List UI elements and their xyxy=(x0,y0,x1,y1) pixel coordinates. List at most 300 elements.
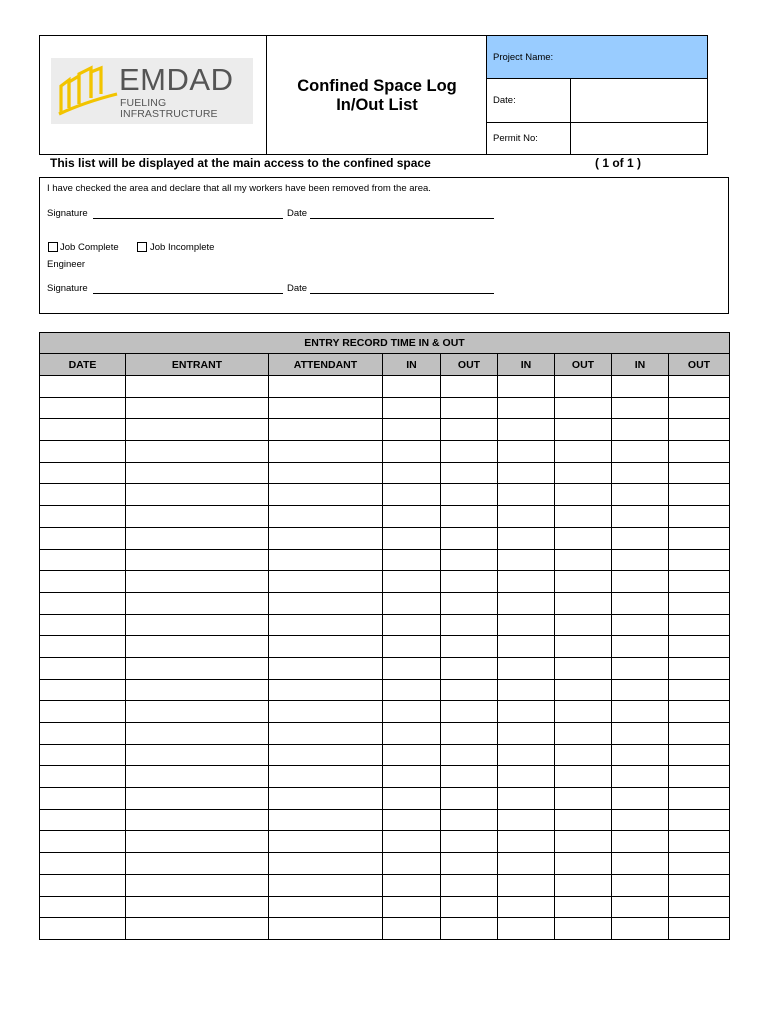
cell-in[interactable] xyxy=(498,896,555,918)
cell-out[interactable] xyxy=(669,788,730,810)
cell-out[interactable] xyxy=(669,397,730,419)
cell-date[interactable] xyxy=(40,788,126,810)
cell-out[interactable] xyxy=(669,506,730,528)
cell-entrant[interactable] xyxy=(126,484,269,506)
cell-date[interactable] xyxy=(40,657,126,679)
cell-in[interactable] xyxy=(612,571,669,593)
cell-in[interactable] xyxy=(498,657,555,679)
table-row xyxy=(40,809,730,831)
column-header-date: DATE xyxy=(40,354,126,376)
cell-out[interactable] xyxy=(441,918,498,940)
cell-out[interactable] xyxy=(555,723,612,745)
cell-out[interactable] xyxy=(555,614,612,636)
cell-out[interactable] xyxy=(441,896,498,918)
cell-date[interactable] xyxy=(40,397,126,419)
cell-out[interactable] xyxy=(441,614,498,636)
cell-in[interactable] xyxy=(498,701,555,723)
cell-out[interactable] xyxy=(441,831,498,853)
cell-in[interactable] xyxy=(612,397,669,419)
date2-label: Date xyxy=(287,283,308,294)
table-row xyxy=(40,918,730,940)
cell-entrant[interactable] xyxy=(126,376,269,398)
table-row xyxy=(40,397,730,419)
table-row xyxy=(40,527,730,549)
cell-out[interactable] xyxy=(669,549,730,571)
cell-entrant[interactable] xyxy=(126,744,269,766)
cell-out[interactable] xyxy=(441,549,498,571)
permit-label: Permit No: xyxy=(493,133,538,144)
cell-entrant[interactable] xyxy=(126,853,269,875)
document-title xyxy=(267,77,487,115)
table-row xyxy=(40,874,730,896)
cell-date[interactable] xyxy=(40,527,126,549)
cell-out[interactable] xyxy=(555,441,612,463)
building-icon xyxy=(57,64,119,116)
cell-attendant[interactable] xyxy=(269,853,383,875)
cell-in[interactable] xyxy=(612,831,669,853)
cell-in[interactable] xyxy=(498,441,555,463)
column-header-entrant: ENTRANT xyxy=(126,354,269,376)
cell-entrant[interactable] xyxy=(126,701,269,723)
cell-in[interactable] xyxy=(383,766,441,788)
table-row xyxy=(40,896,730,918)
table-row xyxy=(40,788,730,810)
cell-in[interactable] xyxy=(383,484,441,506)
cell-in[interactable] xyxy=(612,549,669,571)
cell-in[interactable] xyxy=(498,614,555,636)
cell-out[interactable] xyxy=(669,592,730,614)
table-row xyxy=(40,657,730,679)
cell-out[interactable] xyxy=(441,376,498,398)
cell-entrant[interactable] xyxy=(126,571,269,593)
table-row xyxy=(40,766,730,788)
cell-out[interactable] xyxy=(669,918,730,940)
cell-in[interactable] xyxy=(498,462,555,484)
company-logo xyxy=(51,58,253,124)
cell-in[interactable] xyxy=(498,484,555,506)
cell-in[interactable] xyxy=(498,809,555,831)
cell-in[interactable] xyxy=(383,506,441,528)
cell-date[interactable] xyxy=(40,723,126,745)
cell-entrant[interactable] xyxy=(126,896,269,918)
cell-in[interactable] xyxy=(612,506,669,528)
cell-in[interactable] xyxy=(498,549,555,571)
project-name-row[interactable] xyxy=(487,36,707,79)
cell-date[interactable] xyxy=(40,853,126,875)
entry-record-table xyxy=(39,332,730,940)
cell-in[interactable] xyxy=(383,831,441,853)
cell-in[interactable] xyxy=(383,376,441,398)
cell-in[interactable] xyxy=(498,744,555,766)
cell-in[interactable] xyxy=(612,484,669,506)
cell-in[interactable] xyxy=(383,527,441,549)
job-complete-label: Job Complete xyxy=(60,242,119,253)
table-row xyxy=(40,744,730,766)
cell-in[interactable] xyxy=(498,723,555,745)
entry-rows xyxy=(40,376,730,940)
cell-in[interactable] xyxy=(383,809,441,831)
cell-out[interactable] xyxy=(669,419,730,441)
column-header-out: OUT xyxy=(669,354,730,376)
cell-in[interactable] xyxy=(612,874,669,896)
document-header xyxy=(39,35,708,155)
cell-attendant[interactable] xyxy=(269,896,383,918)
cell-out[interactable] xyxy=(441,527,498,549)
date2-line[interactable] xyxy=(310,293,494,294)
cell-in[interactable] xyxy=(612,809,669,831)
cell-date[interactable] xyxy=(40,506,126,528)
cell-out[interactable] xyxy=(669,701,730,723)
cell-attendant[interactable] xyxy=(269,744,383,766)
cell-in[interactable] xyxy=(612,744,669,766)
table-row xyxy=(40,376,730,398)
cell-attendant[interactable] xyxy=(269,766,383,788)
cell-entrant[interactable] xyxy=(126,657,269,679)
cell-out[interactable] xyxy=(669,809,730,831)
declaration-box xyxy=(39,177,729,314)
cell-attendant[interactable] xyxy=(269,527,383,549)
cell-date[interactable] xyxy=(40,462,126,484)
permit-row xyxy=(487,123,707,154)
cell-entrant[interactable] xyxy=(126,679,269,701)
job-incomplete-checkbox[interactable] xyxy=(137,242,147,252)
cell-in[interactable] xyxy=(383,896,441,918)
cell-attendant[interactable] xyxy=(269,636,383,658)
column-header-out: OUT xyxy=(555,354,612,376)
cell-out[interactable] xyxy=(441,484,498,506)
date-label: Date xyxy=(287,208,308,219)
cell-out[interactable] xyxy=(555,419,612,441)
cell-out[interactable] xyxy=(441,744,498,766)
logo-subtitle: FUELING INFRASTRUCTURE xyxy=(120,97,218,120)
cell-date[interactable] xyxy=(40,831,126,853)
cell-in[interactable] xyxy=(498,397,555,419)
cell-in[interactable] xyxy=(383,657,441,679)
cell-in[interactable] xyxy=(612,376,669,398)
cell-attendant[interactable] xyxy=(269,484,383,506)
cell-out[interactable] xyxy=(555,636,612,658)
table-row xyxy=(40,831,730,853)
cell-attendant[interactable] xyxy=(269,723,383,745)
cell-out[interactable] xyxy=(669,527,730,549)
cell-date[interactable] xyxy=(40,592,126,614)
cell-entrant[interactable] xyxy=(126,636,269,658)
table-row xyxy=(40,853,730,875)
cell-in[interactable] xyxy=(383,679,441,701)
project-name-label: Project Name: xyxy=(493,52,554,63)
cell-in[interactable] xyxy=(612,592,669,614)
cell-out[interactable] xyxy=(441,679,498,701)
cell-out[interactable] xyxy=(555,657,612,679)
column-header-in: IN xyxy=(383,354,441,376)
cell-in[interactable] xyxy=(383,788,441,810)
date-value-field[interactable] xyxy=(571,79,707,122)
cell-attendant[interactable] xyxy=(269,831,383,853)
cell-attendant[interactable] xyxy=(269,462,383,484)
column-header-in: IN xyxy=(498,354,555,376)
cell-out[interactable] xyxy=(555,571,612,593)
cell-in[interactable] xyxy=(383,614,441,636)
cell-out[interactable] xyxy=(555,679,612,701)
cell-out[interactable] xyxy=(441,636,498,658)
cell-out[interactable] xyxy=(441,809,498,831)
cell-in[interactable] xyxy=(498,831,555,853)
table-row xyxy=(40,701,730,723)
cell-in[interactable] xyxy=(498,506,555,528)
cell-in[interactable] xyxy=(612,419,669,441)
cell-date[interactable] xyxy=(40,744,126,766)
cell-in[interactable] xyxy=(498,527,555,549)
cell-date[interactable] xyxy=(40,701,126,723)
cell-entrant[interactable] xyxy=(126,441,269,463)
cell-in[interactable] xyxy=(498,853,555,875)
cell-out[interactable] xyxy=(669,679,730,701)
cell-attendant[interactable] xyxy=(269,809,383,831)
cell-date[interactable] xyxy=(40,441,126,463)
column-header-out: OUT xyxy=(441,354,498,376)
cell-entrant[interactable] xyxy=(126,549,269,571)
date-line[interactable] xyxy=(310,218,494,219)
cell-entrant[interactable] xyxy=(126,592,269,614)
cell-out[interactable] xyxy=(441,657,498,679)
cell-in[interactable] xyxy=(498,636,555,658)
cell-out[interactable] xyxy=(669,376,730,398)
cell-out[interactable] xyxy=(669,462,730,484)
cell-out[interactable] xyxy=(441,419,498,441)
cell-in[interactable] xyxy=(383,636,441,658)
project-info-panel xyxy=(487,36,707,154)
cell-out[interactable] xyxy=(669,484,730,506)
cell-out[interactable] xyxy=(669,853,730,875)
cell-in[interactable] xyxy=(612,636,669,658)
cell-out[interactable] xyxy=(669,614,730,636)
cell-date[interactable] xyxy=(40,549,126,571)
cell-in[interactable] xyxy=(383,571,441,593)
cell-date[interactable] xyxy=(40,376,126,398)
cell-date[interactable] xyxy=(40,874,126,896)
signature-label: Signature xyxy=(47,208,88,219)
cell-out[interactable] xyxy=(555,397,612,419)
table-row xyxy=(40,571,730,593)
cell-in[interactable] xyxy=(498,788,555,810)
signature2-line[interactable] xyxy=(93,293,283,294)
cell-date[interactable] xyxy=(40,484,126,506)
cell-in[interactable] xyxy=(383,853,441,875)
cell-attendant[interactable] xyxy=(269,441,383,463)
cell-in[interactable] xyxy=(612,723,669,745)
cell-in[interactable] xyxy=(498,874,555,896)
cell-out[interactable] xyxy=(441,853,498,875)
table-row xyxy=(40,462,730,484)
cell-in[interactable] xyxy=(383,723,441,745)
cell-date[interactable] xyxy=(40,636,126,658)
cell-attendant[interactable] xyxy=(269,701,383,723)
cell-in[interactable] xyxy=(612,527,669,549)
cell-out[interactable] xyxy=(555,462,612,484)
cell-in[interactable] xyxy=(498,918,555,940)
cell-out[interactable] xyxy=(441,874,498,896)
cell-out[interactable] xyxy=(555,506,612,528)
cell-in[interactable] xyxy=(498,766,555,788)
cell-out[interactable] xyxy=(555,874,612,896)
cell-in[interactable] xyxy=(383,874,441,896)
table-row xyxy=(40,419,730,441)
cell-in[interactable] xyxy=(383,397,441,419)
cell-in[interactable] xyxy=(612,679,669,701)
cell-in[interactable] xyxy=(498,679,555,701)
cell-out[interactable] xyxy=(555,766,612,788)
cell-in[interactable] xyxy=(383,441,441,463)
cell-out[interactable] xyxy=(441,462,498,484)
cell-in[interactable] xyxy=(612,788,669,810)
cell-date[interactable] xyxy=(40,614,126,636)
table-row xyxy=(40,549,730,571)
cell-attendant[interactable] xyxy=(269,918,383,940)
cell-in[interactable] xyxy=(612,853,669,875)
logo-cell xyxy=(40,36,267,154)
cell-out[interactable] xyxy=(669,657,730,679)
cell-out[interactable] xyxy=(441,723,498,745)
cell-in[interactable] xyxy=(612,657,669,679)
table-row xyxy=(40,614,730,636)
cell-in[interactable] xyxy=(383,462,441,484)
cell-entrant[interactable] xyxy=(126,809,269,831)
cell-attendant[interactable] xyxy=(269,571,383,593)
cell-out[interactable] xyxy=(669,831,730,853)
cell-attendant[interactable] xyxy=(269,788,383,810)
cell-attendant[interactable] xyxy=(269,657,383,679)
cell-in[interactable] xyxy=(612,918,669,940)
cell-in[interactable] xyxy=(612,766,669,788)
title-line-1: Confined Space Log xyxy=(297,77,457,95)
cell-date[interactable] xyxy=(40,896,126,918)
cell-attendant[interactable] xyxy=(269,549,383,571)
cell-out[interactable] xyxy=(555,853,612,875)
cell-in[interactable] xyxy=(612,614,669,636)
logo-wordmark: EMDAD xyxy=(119,62,234,97)
cell-attendant[interactable] xyxy=(269,419,383,441)
column-header-row xyxy=(40,354,730,376)
signature2-label: Signature xyxy=(47,283,88,294)
table-row xyxy=(40,679,730,701)
cell-out[interactable] xyxy=(669,896,730,918)
cell-entrant[interactable] xyxy=(126,831,269,853)
cell-entrant[interactable] xyxy=(126,723,269,745)
cell-in[interactable] xyxy=(498,592,555,614)
cell-entrant[interactable] xyxy=(126,788,269,810)
cell-attendant[interactable] xyxy=(269,506,383,528)
cell-out[interactable] xyxy=(555,744,612,766)
cell-in[interactable] xyxy=(383,918,441,940)
cell-date[interactable] xyxy=(40,679,126,701)
cell-in[interactable] xyxy=(383,419,441,441)
cell-in[interactable] xyxy=(498,419,555,441)
cell-in[interactable] xyxy=(383,592,441,614)
cell-out[interactable] xyxy=(669,571,730,593)
cell-out[interactable] xyxy=(555,701,612,723)
column-header-in: IN xyxy=(612,354,669,376)
cell-attendant[interactable] xyxy=(269,874,383,896)
cell-out[interactable] xyxy=(669,874,730,896)
cell-in[interactable] xyxy=(383,701,441,723)
cell-in[interactable] xyxy=(612,462,669,484)
signature-line[interactable] xyxy=(93,218,283,219)
cell-out[interactable] xyxy=(555,918,612,940)
cell-entrant[interactable] xyxy=(126,766,269,788)
cell-entrant[interactable] xyxy=(126,614,269,636)
cell-entrant[interactable] xyxy=(126,874,269,896)
cell-entrant[interactable] xyxy=(126,462,269,484)
cell-in[interactable] xyxy=(498,376,555,398)
cell-out[interactable] xyxy=(669,723,730,745)
cell-in[interactable] xyxy=(383,744,441,766)
cell-out[interactable] xyxy=(555,831,612,853)
cell-entrant[interactable] xyxy=(126,506,269,528)
permit-value-field[interactable] xyxy=(571,123,707,154)
cell-in[interactable] xyxy=(498,571,555,593)
cell-out[interactable] xyxy=(441,506,498,528)
declaration-statement: I have checked the area and declare that all my workers have been removed from the area. xyxy=(47,183,431,194)
cell-out[interactable] xyxy=(555,896,612,918)
cell-attendant[interactable] xyxy=(269,397,383,419)
job-complete-checkbox[interactable] xyxy=(48,242,58,252)
cell-entrant[interactable] xyxy=(126,397,269,419)
cell-date[interactable] xyxy=(40,571,126,593)
cell-out[interactable] xyxy=(669,744,730,766)
cell-out[interactable] xyxy=(441,592,498,614)
table-row xyxy=(40,441,730,463)
cell-out[interactable] xyxy=(555,592,612,614)
cell-attendant[interactable] xyxy=(269,679,383,701)
cell-date[interactable] xyxy=(40,419,126,441)
cell-out[interactable] xyxy=(441,397,498,419)
cell-date[interactable] xyxy=(40,918,126,940)
cell-out[interactable] xyxy=(441,788,498,810)
cell-date[interactable] xyxy=(40,809,126,831)
cell-entrant[interactable] xyxy=(126,918,269,940)
cell-in[interactable] xyxy=(612,701,669,723)
cell-out[interactable] xyxy=(555,484,612,506)
cell-attendant[interactable] xyxy=(269,592,383,614)
cell-out[interactable] xyxy=(669,441,730,463)
cell-out[interactable] xyxy=(441,701,498,723)
cell-date[interactable] xyxy=(40,766,126,788)
cell-in[interactable] xyxy=(612,441,669,463)
cell-out[interactable] xyxy=(555,376,612,398)
display-note: This list will be displayed at the main access to the confined space xyxy=(50,156,431,170)
cell-out[interactable] xyxy=(669,636,730,658)
cell-attendant[interactable] xyxy=(269,614,383,636)
cell-attendant[interactable] xyxy=(269,376,383,398)
cell-in[interactable] xyxy=(612,896,669,918)
date-label: Date: xyxy=(493,95,516,106)
cell-out[interactable] xyxy=(555,527,612,549)
cell-out[interactable] xyxy=(441,441,498,463)
cell-out[interactable] xyxy=(555,788,612,810)
cell-out[interactable] xyxy=(669,766,730,788)
table-row xyxy=(40,592,730,614)
cell-entrant[interactable] xyxy=(126,527,269,549)
cell-out[interactable] xyxy=(441,571,498,593)
cell-out[interactable] xyxy=(555,809,612,831)
job-incomplete-label: Job Incomplete xyxy=(150,242,215,253)
cell-out[interactable] xyxy=(555,549,612,571)
cell-entrant[interactable] xyxy=(126,419,269,441)
date-row xyxy=(487,79,707,123)
table-row xyxy=(40,506,730,528)
cell-out[interactable] xyxy=(441,766,498,788)
cell-in[interactable] xyxy=(383,549,441,571)
